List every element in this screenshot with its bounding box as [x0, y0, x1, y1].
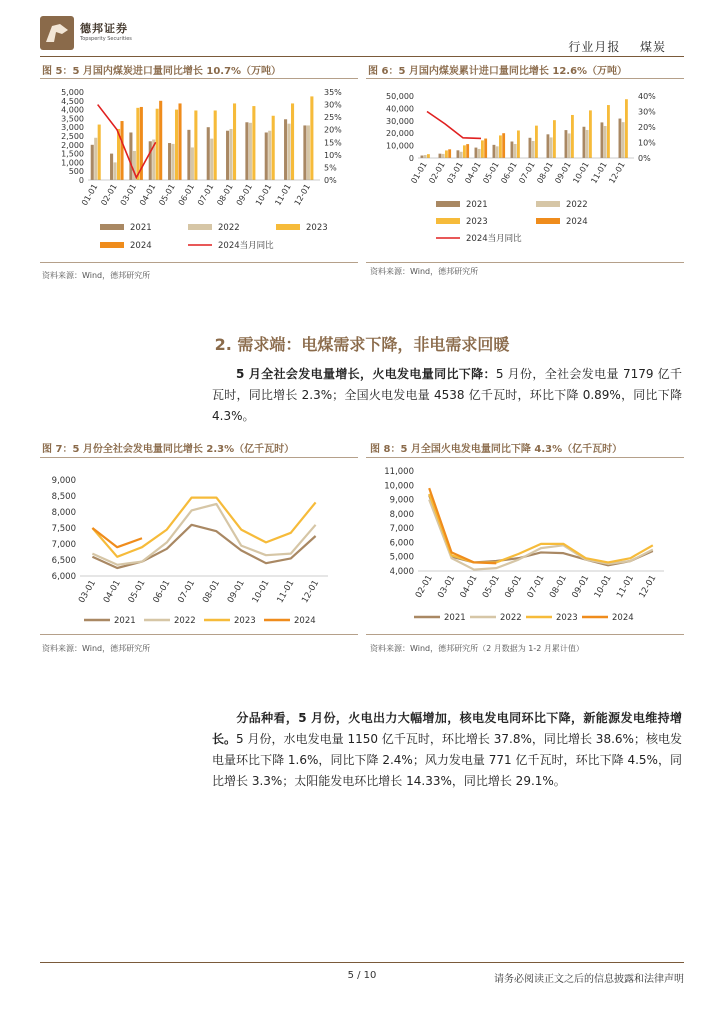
- legend-label: 2024: [294, 616, 316, 626]
- series-line-2021: [92, 525, 315, 568]
- legend-label: 2021: [114, 616, 136, 626]
- x-tick-label: 05-01: [481, 160, 501, 186]
- y-left-tick-label: 3,000: [61, 123, 84, 133]
- legend-label: 2024当月同比: [218, 241, 274, 251]
- x-tick-label: 10-01: [250, 578, 272, 605]
- bar-2022: [496, 146, 499, 158]
- bar-2023: [233, 103, 236, 180]
- x-tick-label: 06-01: [151, 578, 173, 605]
- header-category: [568, 38, 666, 55]
- line-yoy: [98, 105, 156, 178]
- bar-2023: [463, 145, 466, 158]
- bar-2022: [424, 155, 427, 158]
- bar-2021: [601, 122, 604, 158]
- bar-2021: [475, 148, 478, 158]
- y-tick-label: 6,500: [51, 556, 76, 566]
- bar-2021: [149, 141, 152, 180]
- x-tick-label: 01-01: [79, 182, 100, 208]
- bar-2022: [94, 138, 97, 180]
- y-right-tick-label: 15%: [324, 138, 342, 148]
- x-tick-label: 06-01: [503, 573, 525, 600]
- bar-2022: [478, 149, 481, 158]
- paragraph-body: 5 月份，全社会发电量 7179 亿千瓦时，同比增长 2.3%；全国火电发电量 4538 亿千瓦时，环比下降 0.89%，同比下降 4.3%。: [212, 367, 683, 423]
- fig6-title: 图 6：5 月国内煤炭累计进口量同比增长 12.6%（万吨）: [368, 66, 628, 77]
- fig8-bottom-rule: [366, 634, 684, 635]
- x-tick-label: 04-01: [137, 182, 158, 208]
- legend-swatch-2024: [536, 218, 560, 224]
- bar-2023: [517, 130, 520, 158]
- y-left-tick-label: 4,000: [61, 105, 84, 115]
- bar-2022: [230, 129, 233, 180]
- paragraph-lead: 分品种看，5 月份，火电出力大幅增加，核电发电同环比下降，新能源发电维持增长。: [212, 711, 682, 746]
- fig5-title: 图 5：5 月国内煤炭进口量同比增长 10.7%（万吨）: [42, 66, 282, 77]
- x-tick-label: 05-01: [157, 182, 177, 208]
- bar-2021: [110, 154, 113, 180]
- line-yoy: [427, 112, 481, 139]
- bar-2022: [288, 124, 291, 180]
- bar-2023: [175, 110, 178, 180]
- fig5-chart: [40, 80, 358, 258]
- bar-2023: [607, 105, 610, 158]
- x-tick-label: 12-01: [300, 578, 322, 605]
- fig8-title: 图 8：5 月全国火电发电量同比下降 4.3%（亿千瓦时）: [370, 444, 623, 455]
- bar-2021: [265, 132, 268, 180]
- logo-english-name: Topsperity Securities: [80, 36, 132, 42]
- y-tick-label: 7,000: [389, 524, 414, 535]
- x-tick-label: 06-01: [499, 160, 519, 186]
- bar-2023: [291, 103, 294, 180]
- legend-label: 2024: [566, 217, 588, 227]
- x-tick-label: 04-01: [463, 160, 483, 186]
- bar-2022: [532, 141, 535, 158]
- x-tick-label: 07-01: [195, 182, 216, 208]
- bar-2022: [210, 139, 213, 180]
- y-left-tick-label: 0: [78, 176, 84, 185]
- bar-2023: [156, 109, 159, 180]
- bar-2021: [284, 119, 287, 180]
- bar-2022: [622, 122, 625, 158]
- bar-2023: [589, 110, 592, 158]
- x-tick-label: 02-01: [413, 573, 435, 600]
- y-right-tick-label: 40%: [638, 92, 656, 101]
- x-tick-label: 11-01: [275, 578, 297, 605]
- footer-rule: [40, 962, 684, 963]
- company-logo: [40, 16, 74, 50]
- paragraph-lead: 5 月全社会发电量增长，火电发电量同比下降：: [236, 367, 496, 381]
- x-tick-label: 02-01: [427, 160, 447, 186]
- fig6-title-rule: [366, 78, 684, 79]
- bar-2024: [502, 133, 505, 158]
- x-tick-label: 04-01: [458, 573, 480, 600]
- x-tick-label: 07-01: [517, 160, 537, 186]
- y-left-tick-label: 2,500: [61, 132, 84, 141]
- bar-2021: [457, 150, 460, 158]
- legend-swatch-2022: [536, 201, 560, 207]
- y-right-tick-label: 10%: [638, 138, 656, 148]
- series-line-2021: [429, 495, 653, 565]
- x-tick-label: 07-01: [176, 578, 198, 605]
- x-tick-label: 01-01: [409, 160, 429, 186]
- bar-2023: [445, 150, 448, 158]
- fig7-source: 资料来源：Wind，德邦研究所: [42, 644, 151, 653]
- x-tick-label: 03-01: [76, 578, 98, 605]
- x-tick-label: 11-01: [273, 182, 293, 208]
- x-tick-label: 05-01: [480, 573, 502, 600]
- bar-2022: [249, 123, 252, 180]
- bar-2023: [136, 108, 139, 180]
- y-left-tick-label: 40,000: [386, 104, 414, 114]
- bar-2021: [303, 125, 306, 180]
- bar-2024: [178, 103, 181, 180]
- series-line-2022: [92, 504, 315, 565]
- y-right-tick-label: 30%: [324, 100, 342, 110]
- x-tick-label: 11-01: [615, 573, 637, 600]
- legend-label: 2024: [612, 613, 634, 623]
- bar-2023: [499, 135, 502, 158]
- y-tick-label: 8,500: [51, 492, 76, 502]
- bar-2023: [481, 140, 484, 158]
- bar-2021: [619, 119, 622, 158]
- bar-2023: [310, 96, 313, 180]
- bar-2024: [448, 149, 451, 158]
- bar-2023: [194, 110, 197, 180]
- footer-disclaimer: 请务必阅读正文之后的信息披露和法律声明: [494, 974, 684, 985]
- y-tick-label: 8,000: [389, 509, 414, 520]
- bar-2023: [98, 125, 101, 180]
- x-tick-label: 06-01: [176, 182, 197, 208]
- bar-2021: [91, 145, 94, 180]
- bar-2023: [553, 120, 556, 158]
- x-tick-label: 07-01: [525, 573, 547, 600]
- section-title: 2. 需求端：电煤需求下降，非电需求回暖: [214, 335, 510, 354]
- y-tick-label: 6,000: [51, 572, 76, 582]
- logo-chinese-name: 德邦证券: [80, 22, 128, 35]
- y-right-tick-label: 30%: [638, 107, 656, 117]
- bar-2022: [114, 162, 117, 180]
- x-tick-label: 10-01: [571, 160, 591, 186]
- logo-icon: [40, 16, 74, 50]
- legend-label: 2022: [218, 223, 240, 233]
- x-tick-label: 10-01: [253, 182, 274, 208]
- legend-label: 2022: [566, 200, 588, 210]
- legend-swatch-2024: [100, 242, 124, 248]
- bar-2021: [547, 134, 550, 158]
- fig7-bottom-rule: [40, 634, 358, 635]
- y-tick-label: 8,000: [51, 508, 76, 518]
- bar-2023: [272, 116, 275, 180]
- bar-2022: [568, 133, 571, 158]
- fig8-chart: [366, 460, 684, 632]
- x-tick-label: 08-01: [547, 573, 569, 600]
- x-tick-label: 08-01: [215, 182, 235, 208]
- fig6-bottom-rule: [366, 262, 684, 263]
- bar-2021: [226, 131, 229, 180]
- y-right-tick-label: 0%: [638, 154, 651, 163]
- page-number: 5 / 10: [347, 970, 377, 981]
- y-tick-label: 11,000: [384, 467, 414, 477]
- x-tick-label: 02-01: [99, 182, 119, 208]
- x-tick-label: 08-01: [535, 160, 555, 186]
- y-tick-label: 6,000: [389, 538, 414, 549]
- bar-2023: [571, 115, 574, 158]
- legend-label: 2022: [174, 616, 196, 626]
- header-rule: [40, 56, 684, 57]
- y-tick-label: 7,000: [51, 540, 76, 550]
- x-tick-label: 08-01: [200, 578, 222, 605]
- bar-2022: [604, 126, 607, 158]
- y-right-tick-label: 5%: [324, 163, 337, 173]
- y-left-tick-label: 500: [68, 167, 84, 177]
- x-tick-label: 03-01: [118, 182, 139, 208]
- y-left-tick-label: 1,000: [61, 158, 84, 168]
- bar-2024: [159, 101, 162, 180]
- paragraph-power-generation: [212, 364, 682, 427]
- bar-2021: [245, 122, 248, 180]
- y-tick-label: 10,000: [384, 481, 414, 492]
- legend-swatch-2022: [188, 224, 212, 230]
- bar-2021: [187, 130, 190, 180]
- x-tick-label: 09-01: [553, 160, 573, 186]
- x-tick-label: 09-01: [225, 578, 247, 605]
- legend-label: 2021: [130, 223, 152, 233]
- y-right-tick-label: 35%: [324, 88, 342, 97]
- bar-2023: [427, 154, 430, 158]
- y-tick-label: 4,000: [389, 567, 414, 577]
- x-tick-label: 09-01: [234, 182, 255, 208]
- paragraph-generation-by-type: [212, 708, 682, 792]
- bar-2022: [172, 144, 175, 180]
- bar-2021: [529, 138, 532, 158]
- legend-label: 2021: [466, 200, 488, 210]
- x-tick-label: 12-01: [292, 182, 313, 208]
- x-tick-label: 10-01: [592, 573, 614, 600]
- x-tick-label: 05-01: [126, 578, 148, 605]
- bar-2021: [511, 142, 514, 158]
- y-left-tick-label: 0: [408, 154, 414, 163]
- x-tick-label: 11-01: [589, 160, 609, 186]
- y-right-tick-label: 20%: [638, 123, 656, 132]
- legend-label: 2023: [234, 616, 256, 626]
- bar-2021: [493, 145, 496, 158]
- fig5-title-rule: [40, 78, 358, 79]
- bar-2021: [421, 156, 424, 158]
- x-tick-label: 12-01: [637, 573, 659, 600]
- fig8-source: 资料来源：Wind，德邦研究所（2 月数据为 1-2 月累计值）: [370, 644, 584, 653]
- bar-2022: [460, 152, 463, 158]
- legend-label: 2023: [556, 613, 578, 623]
- x-tick-label: 04-01: [101, 578, 123, 605]
- x-tick-label: 03-01: [445, 160, 465, 186]
- legend-swatch-2021: [100, 224, 124, 230]
- bar-2023: [214, 110, 217, 180]
- bar-2023: [535, 126, 538, 158]
- fig7-chart: [40, 460, 358, 632]
- y-left-tick-label: 4,500: [61, 96, 84, 106]
- bar-2022: [550, 137, 553, 158]
- bar-2021: [565, 130, 568, 158]
- y-tick-label: 9,000: [389, 495, 414, 506]
- legend-label: 2022: [500, 613, 522, 623]
- fig6-chart: [366, 80, 684, 258]
- bar-2022: [268, 131, 271, 180]
- fig6-source: 资料来源：Wind，德邦研究所: [370, 267, 479, 276]
- bar-2024: [484, 139, 487, 158]
- y-right-tick-label: 20%: [324, 125, 342, 135]
- fig7-title: 图 7：5 月份全社会发电量同比增长 2.3%（亿千瓦时）: [42, 444, 295, 455]
- y-tick-label: 7,500: [51, 524, 76, 534]
- y-left-tick-label: 30,000: [386, 116, 414, 126]
- bar-2022: [191, 147, 194, 180]
- legend-label: 2024当月同比: [466, 234, 522, 244]
- legend-swatch-2021: [436, 201, 460, 207]
- x-tick-label: 09-01: [570, 573, 592, 600]
- fig8-title-rule: [366, 457, 684, 458]
- bar-2023: [252, 106, 255, 180]
- legend-swatch-2023: [276, 224, 300, 230]
- paragraph-body: 5 月份，水电发电量 1150 亿千瓦时，环比增长 37.8%，同比增长 38.6%；核电发电量环比下降 1.6%，同比下降 2.4%；风力发电量 771 亿千瓦时，环比下降 4.5%，同比增长 3.3%；太阳能发电环比增长 14.33%，同比增长 29.1%。: [212, 732, 682, 788]
- fig5-source: 资料来源：Wind，德邦研究所: [42, 271, 151, 280]
- y-left-tick-label: 2,000: [61, 140, 84, 150]
- y-left-tick-label: 1,500: [61, 149, 84, 159]
- legend-label: 2023: [466, 217, 488, 227]
- bar-2022: [307, 125, 310, 180]
- bar-2022: [514, 144, 517, 158]
- report-type: 行业月报: [568, 40, 621, 54]
- y-left-tick-label: 10,000: [386, 141, 414, 151]
- legend-label: 2021: [444, 613, 466, 623]
- bar-2024: [466, 144, 469, 158]
- bar-2021: [129, 132, 132, 180]
- y-left-tick-label: 3,500: [61, 114, 84, 124]
- fig7-title-rule: [40, 457, 358, 458]
- bar-2021: [168, 143, 171, 180]
- bar-2023: [625, 99, 628, 158]
- fig5-bottom-rule: [40, 262, 358, 263]
- y-right-tick-label: 10%: [324, 150, 342, 160]
- bar-2024: [120, 121, 123, 180]
- y-right-tick-label: 25%: [324, 113, 342, 123]
- bar-2021: [207, 127, 210, 180]
- y-right-tick-label: 0%: [324, 176, 337, 185]
- legend-swatch-2023: [436, 218, 460, 224]
- y-tick-label: 9,000: [51, 476, 76, 486]
- y-left-tick-label: 5,000: [61, 88, 84, 97]
- bar-2021: [439, 154, 442, 158]
- legend-label: 2024: [130, 241, 152, 251]
- bar-2021: [583, 127, 586, 158]
- bar-2022: [442, 154, 445, 158]
- bar-2022: [586, 130, 589, 158]
- x-tick-label: 12-01: [607, 160, 627, 186]
- industry-name: 煤炭: [639, 40, 666, 54]
- y-left-tick-label: 20,000: [386, 129, 414, 139]
- y-left-tick-label: 50,000: [386, 92, 414, 101]
- legend-label: 2023: [306, 223, 328, 233]
- x-tick-label: 03-01: [436, 573, 458, 600]
- y-tick-label: 5,000: [389, 552, 414, 563]
